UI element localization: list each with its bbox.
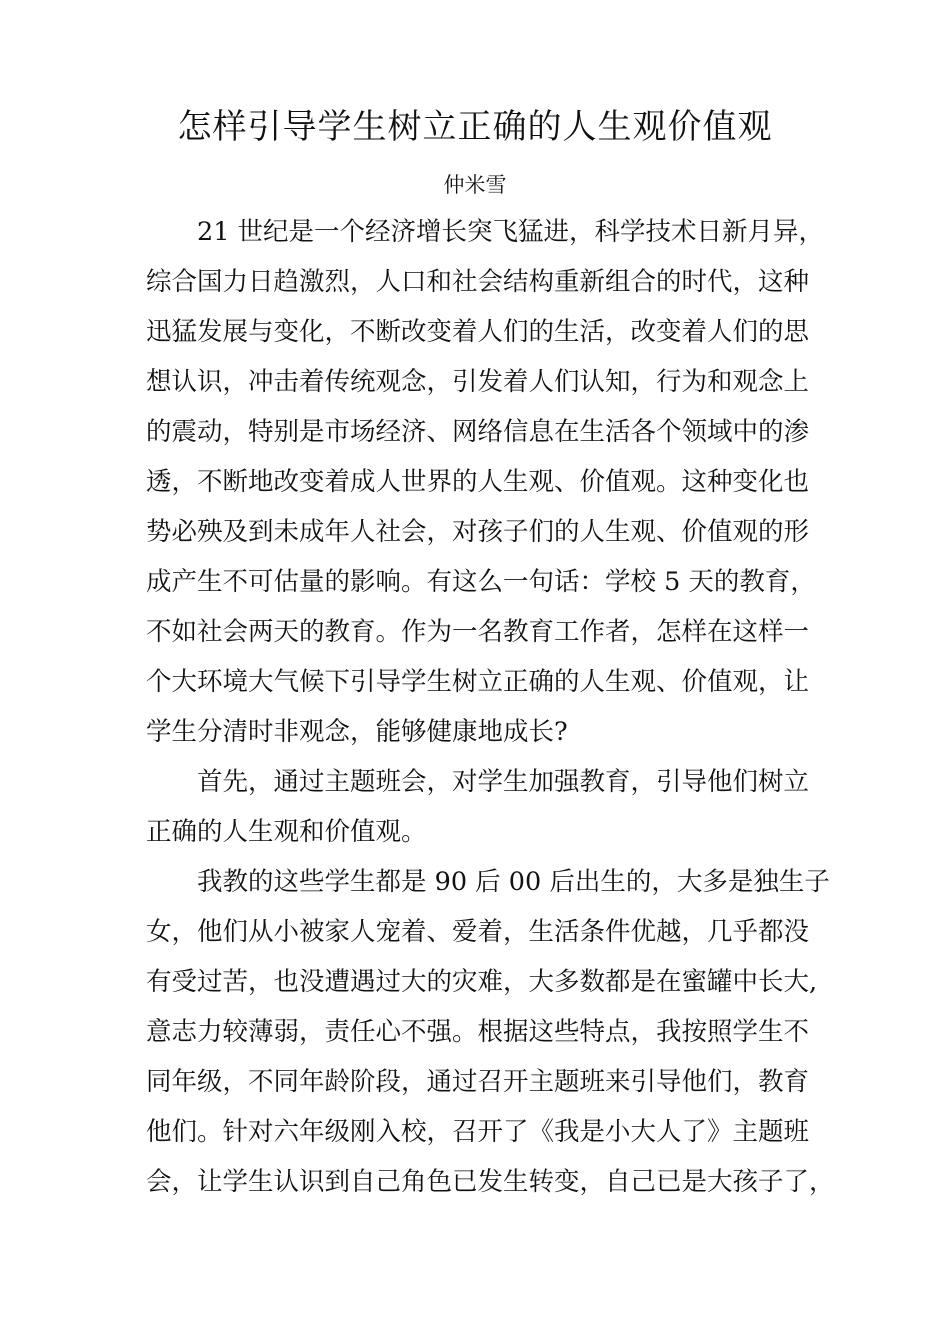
paragraph-line: 首先，通过主题班会，对学生加强教育，引导他们树立 [197,767,810,797]
paragraph-line: 综合国力日趋激烈，人口和社会结构重新组合的时代，这种 [146,267,810,297]
paragraph-line: 有受过苦，也没遭遇过大的灾难，大多数都是在蜜罐中长大, [146,967,818,997]
paragraph-line: 个大环境大气候下引导学生树立正确的人生观、价值观，让 [146,667,810,697]
paragraph-line: 正确的人生观和价值观。 [146,817,427,847]
paragraph-line: 意志力较薄弱，责任心不强。根据这些特点，我按照学生不 [146,1017,810,1047]
document-title: 怎样引导学生树立正确的人生观价值观 [177,107,773,147]
paragraph-line: 我教的这些学生都是 90 后 00 后出生的，大多是独生子 [197,867,830,897]
paragraph-line: 想认识，冲击着传统观念，引发着人们认知，行为和观念上 [146,367,810,397]
paragraph-line: 他们。针对六年级刚入校，召开了《我是小大人了》主题班 [146,1117,810,1147]
paragraph-line: 女，他们从小被家人宠着、爱着，生活条件优越，几乎都没 [146,917,810,947]
paragraph-line: 21 世纪是一个经济增长突飞猛进，科学技术日新月异， [197,217,825,247]
paragraph-line: 成产生不可估量的影响。有这么一句话：学校 5 天的教育， [146,567,816,597]
author-name: 仲米雪 [443,173,507,197]
paragraph-line: 的震动，特别是市场经济、网络信息在生活各个领域中的渗 [146,417,810,447]
paragraph-line: 会，让学生认识到自己角色已发生转变，自己已是大孩子了， [146,1167,835,1197]
paragraph-line: 同年级，不同年龄阶段，通过召开主题班来引导他们，教育 [146,1067,810,1097]
paragraph-line: 势必殃及到未成年人社会，对孩子们的人生观、价值观的形 [146,517,810,547]
paragraph-line: 不如社会两天的教育。作为一名教育工作者，怎样在这样一 [146,617,810,647]
paragraph-line: 透，不断地改变着成人世界的人生观、价值观。这种变化也 [146,467,810,497]
paragraph-line: 学生分清时非观念，能够健康地成长? [146,717,568,747]
paragraph-line: 迅猛发展与变化，不断改变着人们的生活，改变着人们的思 [146,317,810,347]
